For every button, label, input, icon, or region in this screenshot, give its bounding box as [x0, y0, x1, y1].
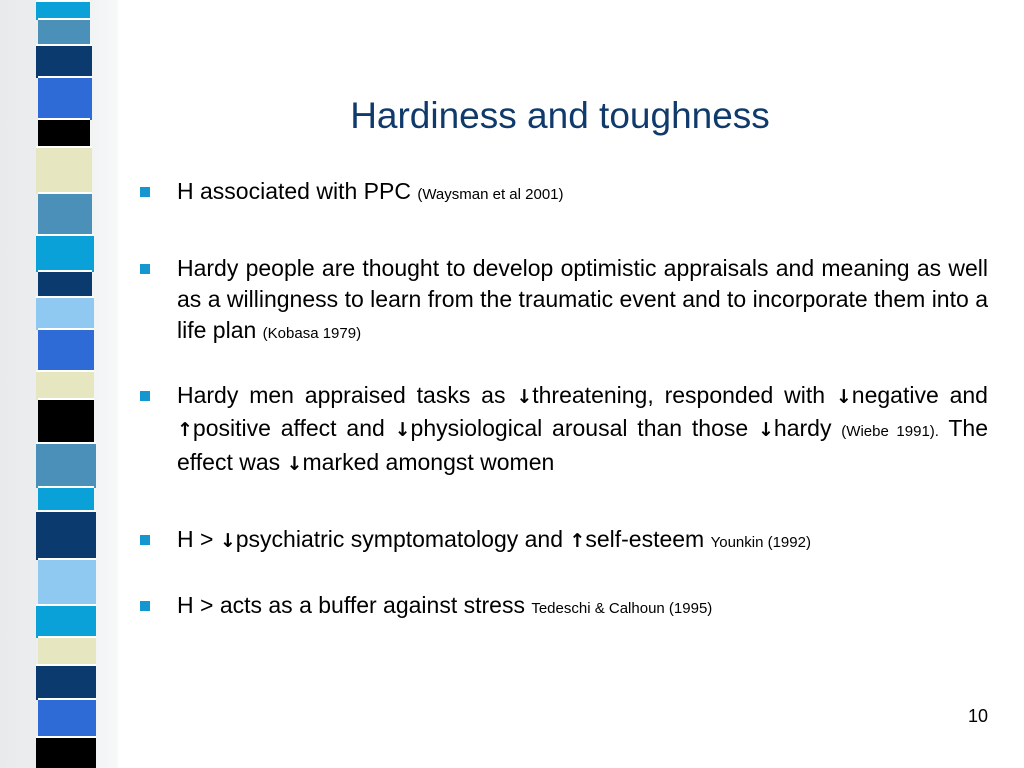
bullet-text: positive affect and — [192, 415, 395, 441]
citation: Younkin (1992) — [710, 534, 811, 551]
strip-tile — [38, 118, 90, 148]
bullet-text: marked amongst women — [302, 449, 555, 475]
bullet-item — [140, 176, 988, 210]
square-bullet-icon — [140, 187, 150, 197]
arrow-down-icon: ↓ — [516, 386, 533, 408]
strip-tile — [38, 698, 96, 738]
bullet-item — [140, 380, 988, 480]
bullet-text: threatening, responded with — [532, 382, 836, 408]
bullet-text: H > — [177, 526, 220, 552]
strip-tile — [36, 234, 94, 272]
square-bullet-icon — [140, 264, 150, 274]
arrow-down-icon: ↓ — [758, 419, 774, 441]
bullet-item — [140, 590, 988, 624]
bullet-item — [140, 524, 988, 558]
citation: (Waysman et al 2001) — [417, 186, 564, 203]
decorative-tile-strip — [0, 0, 118, 768]
strip-tile — [38, 636, 96, 666]
bullet-text: negative and — [851, 382, 988, 408]
bullet-text: Hardy people are thought to develop optimistic appraisals and meaning as well as a willingness to learn from the traumatic event and to incorporate them into a life plan — [177, 255, 988, 343]
strip-tile — [36, 370, 94, 400]
strip-tile — [36, 146, 92, 194]
page-number: 10 — [967, 706, 988, 726]
citation: (Wiebe 1991). — [841, 423, 939, 440]
strip-tile — [38, 328, 94, 372]
arrow-down-icon: ↓ — [286, 453, 303, 475]
slide-title: Hardiness and toughness — [350, 95, 770, 136]
bullet-text: Hardy men appraised tasks as — [177, 382, 517, 408]
strip-tile — [36, 604, 96, 638]
bullet-text: self-esteem — [585, 526, 711, 552]
bullet-text: H associated with PPC — [177, 178, 418, 204]
strip-tile — [36, 510, 96, 560]
bullet-text: H > acts as a buffer against stress — [177, 592, 532, 618]
strip-tile — [36, 44, 92, 78]
bullet-text: physiological arousal than those — [410, 415, 758, 441]
square-bullet-icon — [140, 391, 150, 401]
arrow-down-icon: ↓ — [394, 419, 411, 441]
strip-tile — [38, 398, 94, 444]
strip-tile — [36, 296, 94, 330]
strip-tile — [38, 270, 92, 298]
arrow-up-icon: ↑ — [177, 419, 193, 441]
bullet-list — [140, 176, 988, 624]
strip-tile — [36, 736, 96, 768]
citation: (Kobasa 1979) — [262, 325, 362, 342]
citation: Tedeschi & Calhoun (1995) — [531, 600, 713, 617]
strip-tile — [36, 442, 96, 488]
arrow-down-icon: ↓ — [835, 386, 852, 408]
strip-tile — [38, 18, 90, 46]
square-bullet-icon — [140, 535, 150, 545]
strip-tile — [38, 76, 92, 120]
strip-tile — [38, 192, 92, 236]
arrow-down-icon: ↓ — [219, 530, 236, 552]
strip-tile — [38, 486, 94, 512]
bullet-text: hardy — [773, 415, 842, 441]
bullet-text: The effect was — [177, 415, 988, 475]
arrow-up-icon: ↑ — [569, 530, 586, 552]
strip-tile — [36, 0, 90, 20]
strip-tile — [38, 558, 96, 606]
strip-tile — [36, 664, 96, 700]
bullet-text: psychiatric symptomatology and — [235, 526, 570, 552]
bullet-item — [140, 253, 988, 349]
square-bullet-icon — [140, 601, 150, 611]
